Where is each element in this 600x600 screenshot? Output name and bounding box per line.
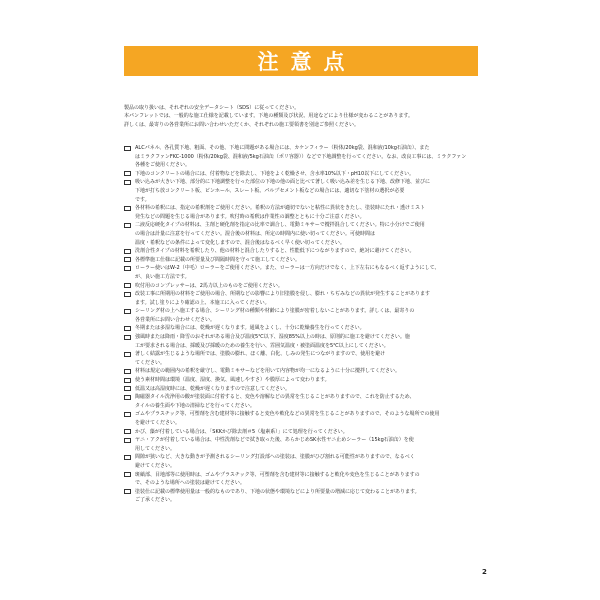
caution-item-line: タイルの養生面や下地の清掃などを行ってください。: [135, 402, 255, 409]
caution-item-line: 洗剤合性タイプの材料を希釈したり、他の材料と混合したりすると、性能低下につながりますので、絶対に避けてください。: [135, 248, 415, 255]
caution-item-text: [135, 385, 486, 394]
caution-item-line: が、良い施工方法です。: [135, 273, 190, 280]
checkbox-icon: [124, 180, 131, 185]
caution-item-text: [135, 350, 486, 367]
checkbox-icon: [124, 206, 131, 211]
caution-item-line: ご了承ください。: [135, 497, 176, 504]
caution-item: [124, 350, 486, 367]
checkbox-icon: [124, 223, 131, 228]
checkbox-icon: [124, 249, 131, 254]
checkbox-icon: [124, 283, 131, 288]
caution-item: [124, 436, 486, 453]
caution-item: [124, 324, 486, 333]
caution-item-line: 吹付用のコンプレッサーは、2馬力以上のものをご使用ください。: [135, 282, 283, 289]
caution-item-line: 塗装仕に記載の標準使用量は一般的なものであり、下地の状態や環境などにより所要量の増減に応じて変わることがあります。: [135, 488, 420, 495]
caution-item-line: 避けてください。: [135, 462, 176, 469]
caution-item-line: かび、藻が付着している場合は、「SKKかび除去剤＃5（塩素系）」にて処理を行ってください。: [135, 428, 348, 435]
caution-item-line: ます。試し塗りにより確認の上、本施工に入ってください。: [135, 299, 270, 306]
intro-line: 詳しくは、最寄りの各営業所にお問い合わせいただくか、それぞれの施工要領書を別途ご参照ください。: [124, 121, 360, 128]
caution-item-line: 斑縞部、目地部等に使用時は、ゴムやプラスチック等、可塑剤を含む建材等に接触すると軟化や変色を生じることがありますの: [135, 471, 420, 478]
caution-item-text: [135, 333, 486, 350]
checkbox-icon: [124, 429, 131, 434]
caution-item-line: ゴムやプラスチック等、可塑剤を含む建材等に接触すると変色や軟化などの異常を生じることがありますので、そのような場所での使用: [135, 411, 440, 418]
checkbox-icon: [124, 455, 131, 460]
caution-item: [124, 428, 486, 437]
caution-item-text: [135, 204, 486, 221]
caution-item-line: ヤニ・アクが付着している場合は、中性洗剤などで拭き取った後、あらかじめSK水性ヤニ止めシーラー（15kg石油缶）を使: [135, 437, 414, 444]
caution-item: [124, 307, 486, 324]
checkbox-icon: [124, 489, 131, 494]
caution-item: [124, 367, 486, 376]
caution-item-text: [135, 471, 486, 488]
caution-item-line: です。: [135, 196, 150, 203]
caution-item-line: 著しく結露が生じるような場所では、塗膜の膨れ、ほく離、白化、しみの発生につながりますので、使用を避け: [135, 351, 386, 358]
caution-item-text: [135, 247, 486, 256]
caution-item-text: [135, 256, 486, 265]
caution-item-text: [135, 393, 486, 410]
caution-item-text: [135, 221, 486, 247]
caution-item-line: 各標準施工仕様に記載の所要量及び間隔時間を守って施工してください。: [135, 256, 301, 263]
checkbox-icon: [124, 352, 131, 357]
checkbox-icon: [124, 146, 131, 151]
caution-item-text: [135, 324, 486, 333]
checkbox-icon: [124, 395, 131, 400]
caution-item-line: 改装工事に所期用の材料をご使用の場合、所期などの影響により旧塗膜を侵し、膨れ・ちぢみなどの異状が発生することがあります: [135, 291, 431, 298]
caution-item-line: 材料は規定の範囲内の希釈を厳守し、電動ミキサーなどを用いて内容物が均一になるように十分に攪拌してください。: [135, 368, 401, 375]
caution-item: [124, 333, 486, 350]
caution-item-line: を避けてください。: [135, 420, 181, 426]
caution-item: [124, 488, 486, 505]
caution-item: [124, 471, 486, 488]
checkbox-icon: [124, 412, 131, 417]
caution-item-line: 下地のコンクリートの場合には、付着物などを除去し、下地をよく乾燥させ、含水率10%以下・pH10以下にしてください。: [135, 170, 415, 177]
caution-item: [124, 221, 486, 247]
checkbox-icon: [124, 257, 131, 262]
checkbox-icon: [124, 292, 131, 297]
caution-item-line: 吸い込みが大きい下地、部分的に下地調整を行った部位の下地の他の面と比べて著しく吸い込み差を生じる下地、改修下地、並びに: [135, 179, 431, 186]
intro-paragraph: [124, 104, 484, 129]
caution-item: [124, 282, 486, 291]
caution-item-line: シーリング材の上へ施工する場合、シーリング材の種類や材齢により塗膜が密着しないことがあります。詳しくは、最寄りの: [135, 308, 415, 315]
caution-item-line: 発生などの問題を生じる場合があります。吹付時の希釈は作業性の調整とともに十分ご注意ください。: [135, 213, 365, 220]
checkbox-icon: [124, 378, 131, 383]
caution-item-line: 強風時または降雨・降雪のおそれがある場合及び温度5℃以下、湿度85%以上の時は、原則的に施工を避けてください。施: [135, 334, 410, 341]
caution-item-line: 陶磁器タイル洗浄用の酸が塗装面に付着すると、変色や溶解などの異常を生じることがありますので、これを防止するため、: [135, 394, 415, 401]
caution-item-line: はミラクファンFKC-1000（粉体/20kg袋、混和液/5kg石油缶（ポリ容器））などで下地調整を行ってください。なお、改良工事には、ミラクファン: [135, 153, 467, 160]
caution-item-line: 各材料の希釈には、指定の希釈剤をご使用ください。希釈の方法が適切でないと粘性に異状をきたし、塗装時にたれ・透けミスト: [135, 205, 426, 212]
caution-item-line: 間隙が狭いなど、大きな動きが予測されるシーリング打設部への塗装は、塗膜がひび割れる可能性がありますので、なるべく: [135, 454, 415, 461]
caution-item-text: [135, 410, 486, 427]
checkbox-icon: [124, 472, 131, 477]
caution-item-text: [135, 488, 486, 505]
caution-item-line: 二液反応硬化タイプの材料は、主剤と硬化剤を指定の比率で調合し、電動ミキサーで攪拌混合してください。特に小分けでご使用: [135, 222, 425, 229]
caution-item-line: ローラー使いはW-2（中毛）ローラーをご使用ください。また、ローラーは一方向だけでなく、上下左右にもなるべく返すようにして、: [135, 265, 440, 272]
caution-item-text: [135, 264, 486, 281]
caution-item-text: [135, 290, 486, 307]
caution-item-line: てください。: [135, 359, 166, 366]
intro-line: 本パンフレットでは、一般的な施工仕様を記載しています。下地の種類及び状況、用途などにより仕様が変わることがあります。: [124, 113, 413, 120]
caution-item: [124, 385, 486, 394]
checkbox-icon: [124, 386, 131, 391]
caution-item-line: ALCパネル、各孔質下地、粗面、その他、下地に問題がある場合には、カケンフィラー（粉体/20kg袋、混和液/10kg石油缶）、また: [135, 145, 430, 151]
caution-item: [124, 247, 486, 256]
checkbox-icon: [124, 171, 131, 176]
caution-item-line: 工が要求される場合は、採暖及び採暖のための養生を行い、雰囲気温度・被塗面温度を5℃以上にしてください。: [135, 342, 389, 349]
caution-item-line: 低温又は高湿度時には、乾燥が遅くなりますので注意してください。: [135, 385, 291, 392]
caution-item-text: [135, 367, 486, 376]
caution-item: [124, 290, 486, 307]
caution-item-line: で、そのような場所への塗装は避けてください。: [135, 480, 245, 487]
caution-item: [124, 410, 486, 427]
caution-item: [124, 170, 486, 179]
caution-list: [124, 144, 486, 505]
caution-item: [124, 256, 486, 265]
caution-item: [124, 204, 486, 221]
caution-item-line: 各種をご使用ください。: [135, 162, 191, 169]
caution-item: [124, 393, 486, 410]
caution-item: [124, 264, 486, 281]
caution-item-text: [135, 436, 486, 453]
caution-item-text: [135, 376, 486, 385]
intro-line: 製品の取り扱いは、それぞれの安全データシート（SDS）に従ってください。: [124, 105, 300, 111]
caution-item-line: 各営業所にお問い合わせください。: [135, 316, 216, 323]
checkbox-icon: [124, 266, 131, 271]
caution-item-line: の場合は計量に注意を行ってください。混合後の材料は、所定の時間内に使い切ってください。可使時間は: [135, 230, 376, 237]
caution-item-text: [135, 178, 486, 204]
caution-item-text: [135, 282, 486, 291]
caution-item: [124, 144, 486, 170]
page-title: 注意点: [257, 50, 357, 74]
checkbox-icon: [124, 438, 131, 443]
checkbox-icon: [124, 309, 131, 314]
checkbox-icon: [124, 335, 131, 340]
checkbox-icon: [124, 326, 131, 331]
caution-item: [124, 453, 486, 470]
caution-item-line: 下地が打ち放コンクリート板、ピンホール、スレート板、パルプセメント板などの場合には、適切な下塗材の選択が必要: [135, 187, 405, 194]
caution-item-text: [135, 144, 486, 170]
caution-item-text: [135, 453, 486, 470]
caution-item-text: [135, 170, 486, 179]
caution-item-line: 使う素材時間は環境（温度、湿度、換気、風速しやすさ）や膜厚によって変わります。: [135, 377, 330, 384]
checkbox-icon: [124, 369, 131, 374]
title-banner: [124, 46, 478, 76]
caution-item-line: 用してください。: [135, 445, 176, 452]
caution-item-text: [135, 428, 486, 437]
page-number: 2: [482, 568, 487, 576]
caution-item-line: 冬期または多湿な場合には、乾燥が遅くなります。通風をよくし、十分に乾燥養生を行ってください。: [135, 325, 365, 332]
caution-item-line: 温度・希釈などの条件によって変化しますので、混合後はなるべく早く使い切ってください。: [135, 239, 345, 246]
caution-item: [124, 178, 486, 204]
caution-item-text: [135, 307, 486, 324]
caution-item: [124, 376, 486, 385]
